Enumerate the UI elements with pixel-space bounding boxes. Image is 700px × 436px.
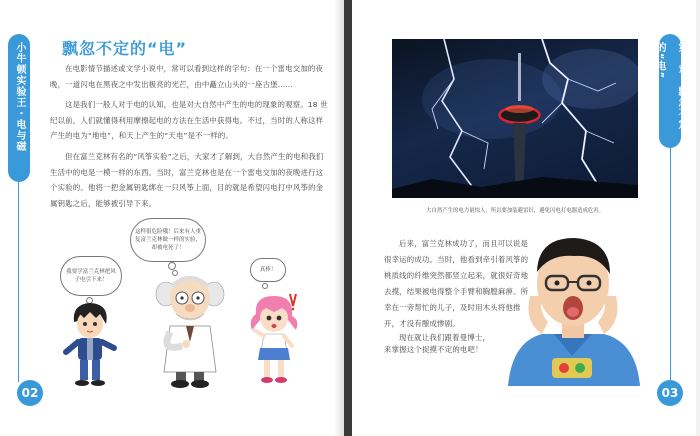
paragraph-2: 这是我们一般人对于电的认知，也是对大自然中产生的电的现象的观察。18 世纪以前，人们就懂得利用摩擦起电的方法在生活中获得电。不过，当时的人称这样产生的电为“地电”，和天上产生的“天电”是不一样的。: [50, 100, 328, 140]
photo-caption: 大自然产生的电力量惊人，所以要加装避雷针，避免闪电打电器造成危害。: [426, 208, 604, 214]
bubble-tail: [262, 283, 268, 289]
side-tab-label: 第１章 飘忽不定的“电”: [654, 42, 687, 130]
cartoon-girl-illustration: [248, 290, 304, 388]
paragraph-5: 现在就让我们跟着曼博士，来掌握这个捉摸不定的电吧！: [384, 333, 491, 354]
girl-speech-bubble: [250, 258, 286, 282]
paragraph-3: 但在富兰克林有名的“风筝实验”之后，大家才了解到，大自然产生的电和我们生活中的电是一模一样的东西。当时，富兰克林也是在一个雷电交加的夜晚进行这个实验的。他将一把金属钥匙绑在一只风筝上面，目的就是希望闪电打中风筝的金属钥匙之后，能够被引导下来。: [50, 152, 324, 208]
cartoon-boy-illustration: [60, 300, 120, 390]
chapter-side-tab: [654, 34, 687, 148]
side-rule: [18, 182, 19, 382]
lightning-tower-photo: [392, 39, 638, 198]
lightning-tower-graphic: [392, 39, 638, 198]
girl-speech-text: 真棒！: [259, 267, 277, 273]
right-page: [352, 0, 696, 436]
professor-speech-text: 这样很危险哦！后来有人重复富兰克林做一样的实验，却被电死了！: [135, 229, 202, 251]
professor-speech-bubble: [130, 218, 206, 262]
side-rule: [670, 148, 671, 380]
paragraph-4: 后来，富兰克林成功了，而且可以说是很幸运的成功。当时，他看到牵引着风筝的桃质线的纤维突然都竖立起来，就很好奇地去摸，结果被电得整个手臂和胸膛麻痹。所幸在一旁帮忙的儿子，及时用木头将他推开，才没有酿成惨剧。: [384, 239, 529, 328]
boy-speech-text: 我要学富兰克林把风子电引下来！: [66, 269, 116, 283]
page-title: 飘忽不定的“电”: [62, 39, 188, 58]
bubble-tail: [168, 262, 176, 270]
page-number: 02: [17, 380, 43, 406]
boy-speech-bubble: [60, 256, 122, 296]
page-number: 03: [657, 380, 683, 406]
chapter-side-tab: [8, 34, 30, 182]
left-page: [0, 0, 344, 436]
surprised-boy-photo: [502, 226, 644, 386]
paragraph-1: 在电影情节描述或文学小说中，常可以看到这样的字句：在一个雷电交加的夜晚，一道闪电在黑夜之中发出极亮的光芒，由中矗立山头的一座古堡……: [50, 64, 324, 89]
cartoon-professor-illustration: [152, 272, 228, 390]
side-tab-label: 小牛顿实验王・电与磁: [14, 42, 25, 152]
gutter-shadow: [334, 0, 344, 436]
book-gutter: [344, 0, 352, 436]
